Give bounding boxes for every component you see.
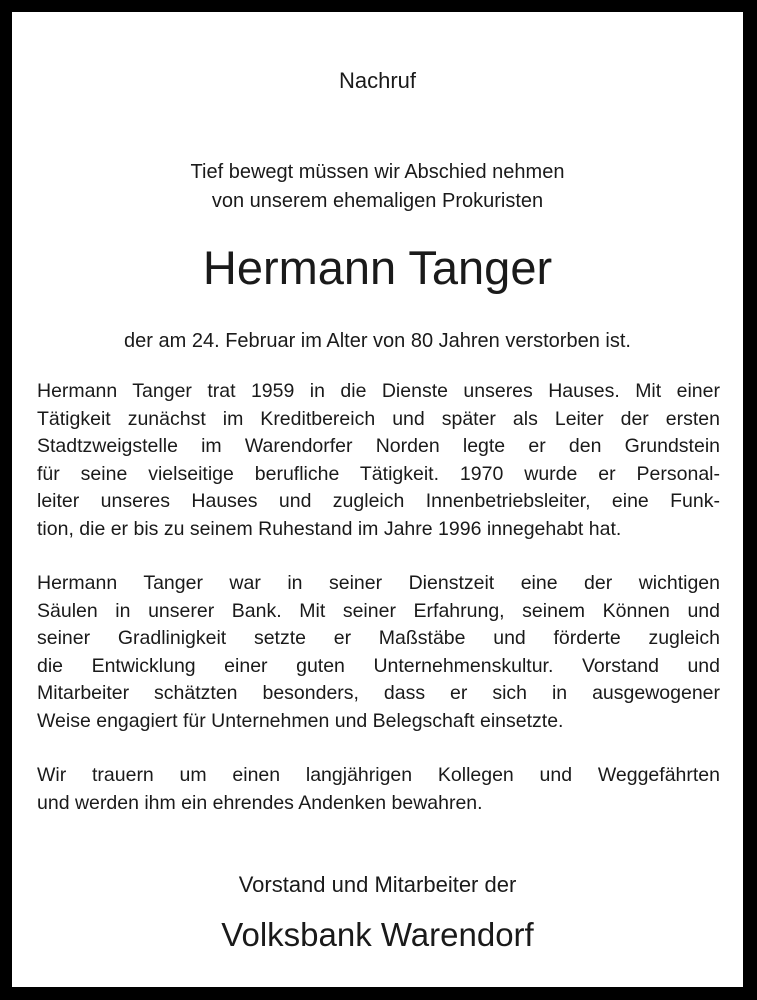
paragraph-line: und werden ihm ein ehrendes Andenken bewahren. — [37, 791, 483, 814]
intro-line: von unserem ehemaligen Prokuristen — [211, 190, 544, 212]
paragraph — [37, 570, 720, 736]
paragraph-line: Hermann Tanger trat 1959 in die Dienste unseres Hauses. Mit einer — [37, 380, 720, 402]
paragraph-line: Stadtzweigstelle im Warendorfer Norden legte er den Grundstein — [37, 435, 720, 458]
paragraph-line: Mitarbeiter schätzten besonders, dass er sich in ausgewogener — [37, 682, 720, 705]
paragraph-line: leiter unseres Hauses und zugleich Innenbetriebsleiter, eine Funk- — [37, 490, 720, 513]
paragraph-line: die Entwicklung einer guten Unternehmenskultur. Vorstand und — [37, 654, 720, 677]
paragraph-line: Wir trauern um einen langjährigen Kollegen und Weggefährten — [37, 764, 720, 786]
paragraph-line: für seine vielseitige berufliche Tätigkeit. 1970 wurde er Personal- — [37, 462, 720, 485]
paragraph-line: Weise engagiert für Unternehmen und Belegschaft einsetzte. — [37, 709, 564, 732]
paragraph-line: Hermann Tanger war in seiner Dienstzeit eine der wichtigen — [37, 572, 720, 594]
signature-line2: Volksbank Warendorf — [221, 916, 534, 953]
paragraph-line: seiner Gradlinigkeit setzte er Maßstäbe und förderte zugleich — [37, 627, 720, 650]
intro-line: Tief bewegt müssen wir Abschied nehmen — [190, 161, 565, 183]
paragraph-line: Säulen in unserer Bank. Mit seiner Erfahrung, seinem Können und — [37, 599, 720, 622]
paragraph-line: Tätigkeit zunächst im Kreditbereich und später als Leiter der ersten — [37, 407, 720, 430]
heading: Nachruf — [338, 68, 417, 93]
paragraph — [37, 378, 720, 544]
deceased-name: Hermann Tanger — [202, 241, 553, 294]
paragraph-line: tion, die er bis zu seinem Ruhestand im Jahre 1996 innegehabt hat. — [37, 517, 622, 540]
paragraph — [37, 762, 720, 817]
signature-line1: Vorstand und Mitarbeiter der — [238, 872, 517, 897]
obituary-notice — [12, 12, 743, 987]
subline: der am 24. Februar im Alter von 80 Jahren verstorben ist. — [124, 330, 631, 352]
